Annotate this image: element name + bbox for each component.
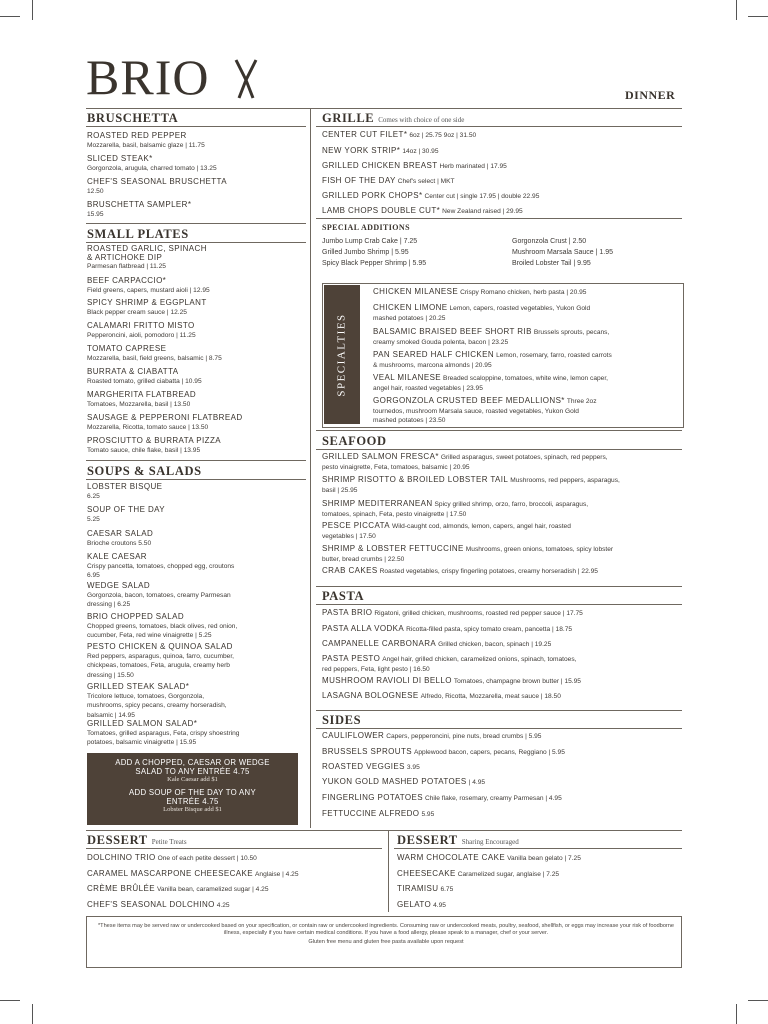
menu-item: [373, 351, 678, 370]
menu-item: [87, 345, 302, 363]
menu-item: [87, 506, 302, 524]
section-rule: [316, 218, 682, 219]
item-description: Applewood bacon, capers, pecans, Reggiano | 5.95: [413, 749, 565, 756]
item-name: SLICED STEAK*: [87, 154, 153, 163]
menu-item: [87, 683, 302, 720]
dessert-sharing-title: [397, 833, 519, 848]
item-name: LAMB CHOPS DOUBLE CUT*: [322, 206, 441, 215]
menu-item: [322, 177, 677, 187]
item-name: KALE CAESAR: [87, 552, 147, 561]
menu-item: [87, 245, 302, 272]
menu-item: [87, 299, 302, 317]
menu-item: [322, 778, 677, 788]
grille-subtitle: Comes with choice of one side: [378, 116, 465, 124]
crop-mark: [748, 16, 768, 17]
dessert-petite-subtitle: Petite Treats: [151, 838, 187, 846]
item-name: SHRIMP & LOBSTER FETTUCCINE: [322, 544, 464, 553]
special-addition: Jumbo Lump Crab Cake | 7.25: [322, 238, 418, 245]
special-addition: Broiled Lobster Tail | 9.95: [512, 260, 591, 267]
menu-item: [87, 885, 377, 895]
menu-item: [87, 155, 302, 173]
special-addition: Mushroom Marsala Sauce | 1.95: [512, 249, 614, 256]
pasta-title: PASTA: [322, 589, 365, 603]
grille-heading: GRILLE: [322, 111, 375, 125]
item-name: BALSAMIC BRAISED BEEF SHORT RIB: [373, 327, 532, 336]
item-description: Roasted vegetables, crispy fingerling potatoes, creamy horseradish | 22.95: [379, 568, 598, 575]
menu-item: [373, 304, 678, 323]
grille-title: [322, 111, 464, 126]
special-additions-title: SPECIAL ADDITIONS: [322, 223, 410, 232]
section-rule: [86, 848, 382, 849]
menu-item: [87, 530, 302, 548]
item-name: ROASTED VEGGIES: [322, 762, 405, 771]
item-name: PROSCIUTTO & BURRATA PIZZA: [87, 436, 221, 445]
menu-item: [322, 131, 677, 141]
item-description: Ricotta-filled pasta, spicy tomato cream, pancetta | 18.75: [406, 626, 573, 633]
item-name: BURRATA & CIABATTA: [87, 367, 179, 376]
item-name: CHEESECAKE: [397, 869, 456, 878]
menu-item: [322, 655, 677, 674]
item-description: Mozzarella, basil, field greens, balsamic | 8.75: [87, 354, 222, 362]
section-rule: [316, 710, 682, 711]
section-rule: [316, 430, 682, 431]
menu-item: [322, 192, 677, 202]
section-rule: [316, 586, 682, 587]
item-name: WARM CHOCOLATE CAKE: [397, 853, 506, 862]
menu-item: [373, 397, 678, 426]
menu-item: [322, 453, 677, 472]
section-rule: [316, 728, 682, 729]
item-name: CAULIFLOWER: [322, 731, 385, 740]
item-description: Crispy pancetta, tomatoes, chopped egg, croutons 6.95: [87, 562, 235, 580]
item-description: Angel hair, grilled chicken, caramelized onions, spinach, tomatoes, red peppers, Feta, light pesto | 16.50: [322, 656, 577, 673]
menu-item: [322, 476, 677, 495]
menu-item: [87, 277, 302, 295]
menu-item: [397, 885, 682, 895]
item-description: 6.25: [87, 492, 100, 500]
menu-item: [322, 545, 677, 564]
item-name: FETTUCCINE ALFREDO: [322, 809, 420, 818]
crop-mark: [748, 1000, 768, 1001]
section-rule: [86, 126, 306, 127]
small-plates-title: SMALL PLATES: [87, 227, 189, 241]
promo-note: Kale Caesar add $1: [167, 776, 218, 783]
item-name: GRILLED SALMON SALAD*: [87, 719, 198, 728]
item-description: Breaded scaloppine, tomatoes, white wine, lemon caper, angel hair, roasted vegetables | 23.95: [373, 375, 608, 392]
promo-note: Lobster Bisque add $1: [163, 806, 222, 813]
item-name: LASAGNA BOLOGNESE: [322, 691, 419, 700]
menu-item: [322, 692, 677, 702]
menu-item: [87, 870, 377, 880]
menu-item: [397, 901, 682, 911]
item-description: 15.95: [87, 210, 104, 218]
menu-item: [87, 322, 302, 340]
item-description: Brioche croutons 5.50: [87, 539, 152, 547]
crop-mark: [32, 0, 33, 20]
specialties-label-text: SPECIALTIES: [336, 312, 349, 397]
item-name: GELATO: [397, 900, 432, 909]
menu-item: [322, 207, 677, 217]
menu-item: [87, 414, 302, 432]
menu-item: [373, 328, 678, 347]
special-addition: Gorgonzola Crust | 2.50: [512, 238, 587, 245]
item-description: 3.95: [406, 764, 420, 771]
item-description: Vanilla bean gelato | 7.25: [507, 855, 581, 862]
menu-item: [87, 201, 302, 219]
item-description: Three 2oz tournedos, mushroom Marsala sauce, roasted vegetables, Yukon Gold mashed potatoes | 23.50: [373, 398, 597, 425]
menu-item: [373, 288, 678, 298]
menu-item: [322, 162, 677, 172]
menu-type-label: DINNER: [625, 88, 676, 102]
item-description: Mozzarella, Ricotta, tomato sauce | 13.50: [87, 423, 209, 431]
item-name: ROASTED GARLIC, SPINACH & ARTICHOKE DIP: [87, 244, 207, 262]
item-name: SPICY SHRIMP & EGGPLANT: [87, 298, 207, 307]
item-name: CAMPANELLE CARBONARA: [322, 639, 437, 648]
item-description: 4.95: [433, 902, 446, 909]
item-description: Lemon, capers, roasted vegetables, Yukon Gold mashed potatoes | 20.25: [373, 305, 591, 322]
item-description: 14oz | 30.95: [402, 148, 439, 155]
menu-item: [322, 677, 677, 687]
item-name: GRILLED PORK CHOPS*: [322, 191, 423, 200]
item-description: 6oz | 25.75 9oz | 31.50: [409, 132, 477, 139]
column-divider: [310, 108, 311, 828]
menu-item: [87, 854, 377, 864]
item-description: Caramelized sugar, anglaise | 7.25: [457, 871, 560, 878]
menu-item: [87, 178, 302, 196]
item-description: Grilled chicken, bacon, spinach | 19.25: [438, 641, 552, 648]
dessert-sharing-subtitle: Sharing Encouraged: [461, 838, 519, 846]
brand-logo: BRIO: [86, 49, 210, 105]
item-description: Wild-caught cod, almonds, lemon, capers, angel hair, roasted vegetables | 17.50: [322, 523, 571, 540]
item-description: Gorgonzola, arugula, charred tomato | 13.25: [87, 164, 217, 172]
item-name: WEDGE SALAD: [87, 581, 151, 590]
menu-item: [322, 500, 677, 519]
item-description: Mushrooms, green onions, tomatoes, spicy lobster butter, bread crumbs | 22.50: [322, 546, 614, 563]
item-description: Tricolore lettuce, tomatoes, Gorgonzola, mushrooms, spicy pecans, creamy horseradish, balsamic | 14.95: [87, 692, 227, 719]
item-description: Rigatoni, grilled chicken, mushrooms, roasted red pepper sauce | 17.75: [374, 610, 583, 617]
item-name: CHICKEN MILANESE: [373, 287, 459, 296]
item-name: MARGHERITA FLATBREAD: [87, 390, 197, 399]
item-description: Crispy Romano chicken, herb pasta | 20.95: [460, 289, 587, 296]
menu-item: [87, 368, 302, 386]
menu-item: [373, 374, 678, 393]
section-rule: [394, 848, 682, 849]
dessert-petite-title: [87, 833, 187, 848]
special-addition: Grilled Jumbo Shrimp | 5.95: [322, 249, 409, 256]
item-description: Tomatoes, grilled asparagus, Feta, crispy shoestring potatoes, balsamic vinaigrette | 15.95: [87, 729, 240, 747]
item-description: Pepperoncini, aioli, pomodoro | 11.25: [87, 331, 196, 339]
item-name: CHEF'S SEASONAL BRUSCHETTA: [87, 177, 227, 186]
item-name: SOUP OF THE DAY: [87, 505, 166, 514]
dessert-divider: [86, 830, 682, 831]
menu-item: [322, 810, 677, 820]
item-name: YUKON GOLD MASHED POTATOES: [322, 777, 467, 786]
item-name: GRILLED CHICKEN BREAST: [322, 161, 438, 170]
crop-mark: [736, 1004, 737, 1024]
item-name: CHICKEN LIMONE: [373, 303, 448, 312]
special-addition: Spicy Black Pepper Shrimp | 5.95: [322, 260, 427, 267]
item-description: Tomato sauce, chile flake, basil | 13.95: [87, 446, 201, 454]
section-rule: [316, 604, 682, 605]
item-name: SHRIMP MEDITERRANEAN: [322, 499, 433, 508]
menu-item: [397, 854, 682, 864]
salad-soup-promo: [87, 753, 298, 825]
menu-item: [322, 748, 677, 758]
crop-mark: [32, 1004, 33, 1024]
item-description: 6.75: [440, 886, 454, 893]
item-name: SAUSAGE & PEPPERONI FLATBREAD: [87, 413, 243, 422]
item-description: Red peppers, asparagus, quinoa, farro, cucumber, chickpeas, tomatoes, Feta, arugula, creamy herb dressing | 15.50: [87, 652, 234, 679]
section-rule: [316, 126, 682, 127]
item-name: BRIO CHOPPED SALAD: [87, 612, 185, 621]
menu-item: [322, 794, 677, 804]
item-description: Capers, pepperoncini, pine nuts, bread crumbs | 5.95: [386, 733, 542, 740]
header-divider: [86, 108, 682, 109]
item-name: BRUSSELS SPROUTS: [322, 747, 412, 756]
item-name: VEAL MILANESE: [373, 373, 442, 382]
footer: [95, 923, 677, 947]
promo-line: ADD SOUP OF THE DAY TO ANY: [129, 788, 256, 797]
item-description: Chef's select | MKT: [397, 178, 455, 185]
soups-salads-title: SOUPS & SALADS: [87, 464, 202, 478]
item-name: PASTA BRIO: [322, 608, 373, 617]
item-name: TOMATO CAPRESE: [87, 344, 167, 353]
seafood-title: SEAFOOD: [322, 434, 387, 448]
item-description: Grilled asparagus, sweet potatoes, spinach, red peppers, pesto vinaigrette, Feta, tomatoes, balsamic | 20.95: [322, 454, 608, 471]
section-rule: [86, 460, 306, 461]
dessert-sharing-heading: DESSERT: [397, 833, 458, 847]
item-description: Tomatoes, Mozzarella, basil | 13.50: [87, 400, 191, 408]
menu-item: [322, 625, 677, 635]
item-name: CRAB CAKES: [322, 566, 378, 575]
item-name: PESTO CHICKEN & QUINOA SALAD: [87, 642, 233, 651]
menu-item: [322, 522, 677, 541]
item-description: Roasted tomato, grilled ciabatta | 10.95: [87, 377, 202, 385]
item-description: Spicy grilled shrimp, orzo, farro, broccoli, asparagus, tomatoes, spinach, Feta, pesto vinaigrette | 17.50: [322, 501, 589, 518]
item-description: 4.25: [216, 902, 230, 909]
menu-item: [87, 553, 302, 581]
item-name: ROASTED RED PEPPER: [87, 131, 187, 140]
item-description: New Zealand raised | 29.95: [442, 208, 523, 215]
crop-mark: [0, 1000, 20, 1001]
dessert-petite-heading: DESSERT: [87, 833, 148, 847]
item-description: 5.95: [421, 811, 435, 818]
item-description: Field greens, capers, mustard aioli | 12.95: [87, 286, 210, 294]
item-name: GRILLED SALMON FRESCA*: [322, 452, 439, 461]
item-description: Alfredo, Ricotta, Mozzarella, meat sauce | 18.50: [420, 693, 561, 700]
item-description: Mushrooms, red peppers, asparagus, basil | 25.95: [322, 477, 620, 494]
menu-item: [87, 132, 302, 150]
item-description: Herb marinated | 17.95: [439, 163, 507, 170]
bruschetta-title: BRUSCHETTA: [87, 111, 179, 125]
menu-item: [322, 567, 677, 577]
section-rule: [316, 449, 682, 450]
item-name: CHEF'S SEASONAL DOLCHINO: [87, 900, 215, 909]
crop-mark: [736, 0, 737, 20]
item-name: CARAMEL MASCARPONE CHEESECAKE: [87, 869, 254, 878]
item-name: DOLCHINO TRIO: [87, 853, 156, 862]
item-description: Anglaise | 4.25: [255, 871, 299, 878]
specialties-label: [324, 285, 360, 424]
menu-item: [87, 483, 302, 501]
promo-line: ENTRÉE 4.75: [166, 797, 219, 806]
item-name: PASTA PESTO: [322, 654, 381, 663]
item-description: Gorgonzola, bacon, tomatoes, creamy Parmesan dressing | 6.25: [87, 591, 231, 609]
item-description: Chile flake, rosemary, creamy Parmesan | 4.95: [424, 795, 562, 802]
menu-item: [322, 640, 677, 650]
crop-mark: [0, 16, 20, 17]
item-description: Center cut | single 17.95 | double 22.95: [424, 193, 540, 200]
item-name: PAN SEARED HALF CHICKEN: [373, 350, 495, 359]
item-description: Lemon, rosemary, farro, roasted carrots & mushrooms, marcona almonds | 20.95: [373, 352, 612, 369]
menu-item: [322, 732, 677, 742]
menu-item: [87, 391, 302, 409]
allergy-disclaimer: *These items may be served raw or undercooked based on your specification, or contain raw or undercooked ingredients. Consuming raw or undercooked meats, poultry, seafood, shellfish, or eggs may increase your risk of foodborne illness, especially if you have certain medical conditions. If you have a food allergy, please speak to a manager, chef or your server.: [97, 923, 675, 937]
item-description: One of each petite dessert | 10.50: [157, 855, 257, 862]
menu-item: [87, 643, 302, 680]
menu-item: [322, 609, 677, 619]
item-description: 12.50: [87, 187, 104, 195]
item-description: Black pepper cream sauce | 12.25: [87, 308, 187, 316]
menu-item: [87, 720, 302, 748]
promo-line: ADD A CHOPPED, CAESAR OR WEDGE: [115, 758, 270, 767]
item-name: CENTER CUT FILET*: [322, 130, 408, 139]
item-name: CRÈME BRÛLÉE: [87, 884, 155, 893]
item-name: BRUSCHETTA SAMPLER*: [87, 200, 192, 209]
menu-item: [87, 582, 302, 610]
sides-title: SIDES: [322, 713, 362, 727]
item-description: Brussels sprouts, pecans, creamy smoked Gouda polenta, bacon | 23.25: [373, 329, 610, 346]
dessert-column-divider: [388, 830, 389, 912]
item-description: Vanilla bean, caramelized sugar | 4.25: [156, 886, 269, 893]
item-description: Tomatoes, champagne brown butter | 15.95: [453, 678, 581, 685]
item-description: Parmesan flatbread | 11.25: [87, 263, 166, 271]
fork-knife-icon: [232, 58, 260, 100]
item-name: PESCE PICCATA: [322, 521, 391, 530]
item-description: Chopped greens, tomatoes, black olives, red onion, cucumber, Feta, red wine vinaigrette | 5.25: [87, 622, 238, 640]
item-name: GRILLED STEAK SALAD*: [87, 682, 190, 691]
item-name: NEW YORK STRIP*: [322, 146, 401, 155]
section-rule: [86, 223, 306, 224]
item-name: TIRAMISU: [397, 884, 439, 893]
item-description: 5.25: [87, 515, 100, 523]
item-name: GORGONZOLA CRUSTED BEEF MEDALLIONS*: [373, 396, 565, 405]
item-name: FISH OF THE DAY: [322, 176, 396, 185]
promo-line: SALAD TO ANY ENTRÉE 4.75: [135, 767, 250, 776]
item-name: FINGERLING POTATOES: [322, 793, 423, 802]
section-rule: [86, 479, 306, 480]
item-description: | 4.95: [468, 779, 486, 786]
menu-item: [87, 437, 302, 455]
item-name: CALAMARI FRITTO MISTO: [87, 321, 195, 330]
item-name: SHRIMP RISOTTO & BROILED LOBSTER TAIL: [322, 475, 509, 484]
menu-item: [322, 147, 677, 157]
gluten-note: Gluten free menu and gluten free pasta available upon request: [308, 939, 464, 946]
menu-item: [397, 870, 682, 880]
item-name: PASTA ALLA VODKA: [322, 624, 405, 633]
section-rule: [86, 242, 306, 243]
item-name: LOBSTER BISQUE: [87, 482, 163, 491]
item-name: CAESAR SALAD: [87, 529, 154, 538]
menu-item: [87, 613, 302, 641]
item-name: BEEF CARPACCIO*: [87, 276, 167, 285]
menu-item: [322, 763, 677, 773]
item-description: Mozzarella, basil, balsamic glaze | 11.75: [87, 141, 205, 149]
item-name: MUSHROOM RAVIOLI DI BELLO: [322, 676, 452, 685]
menu-item: [87, 901, 377, 911]
